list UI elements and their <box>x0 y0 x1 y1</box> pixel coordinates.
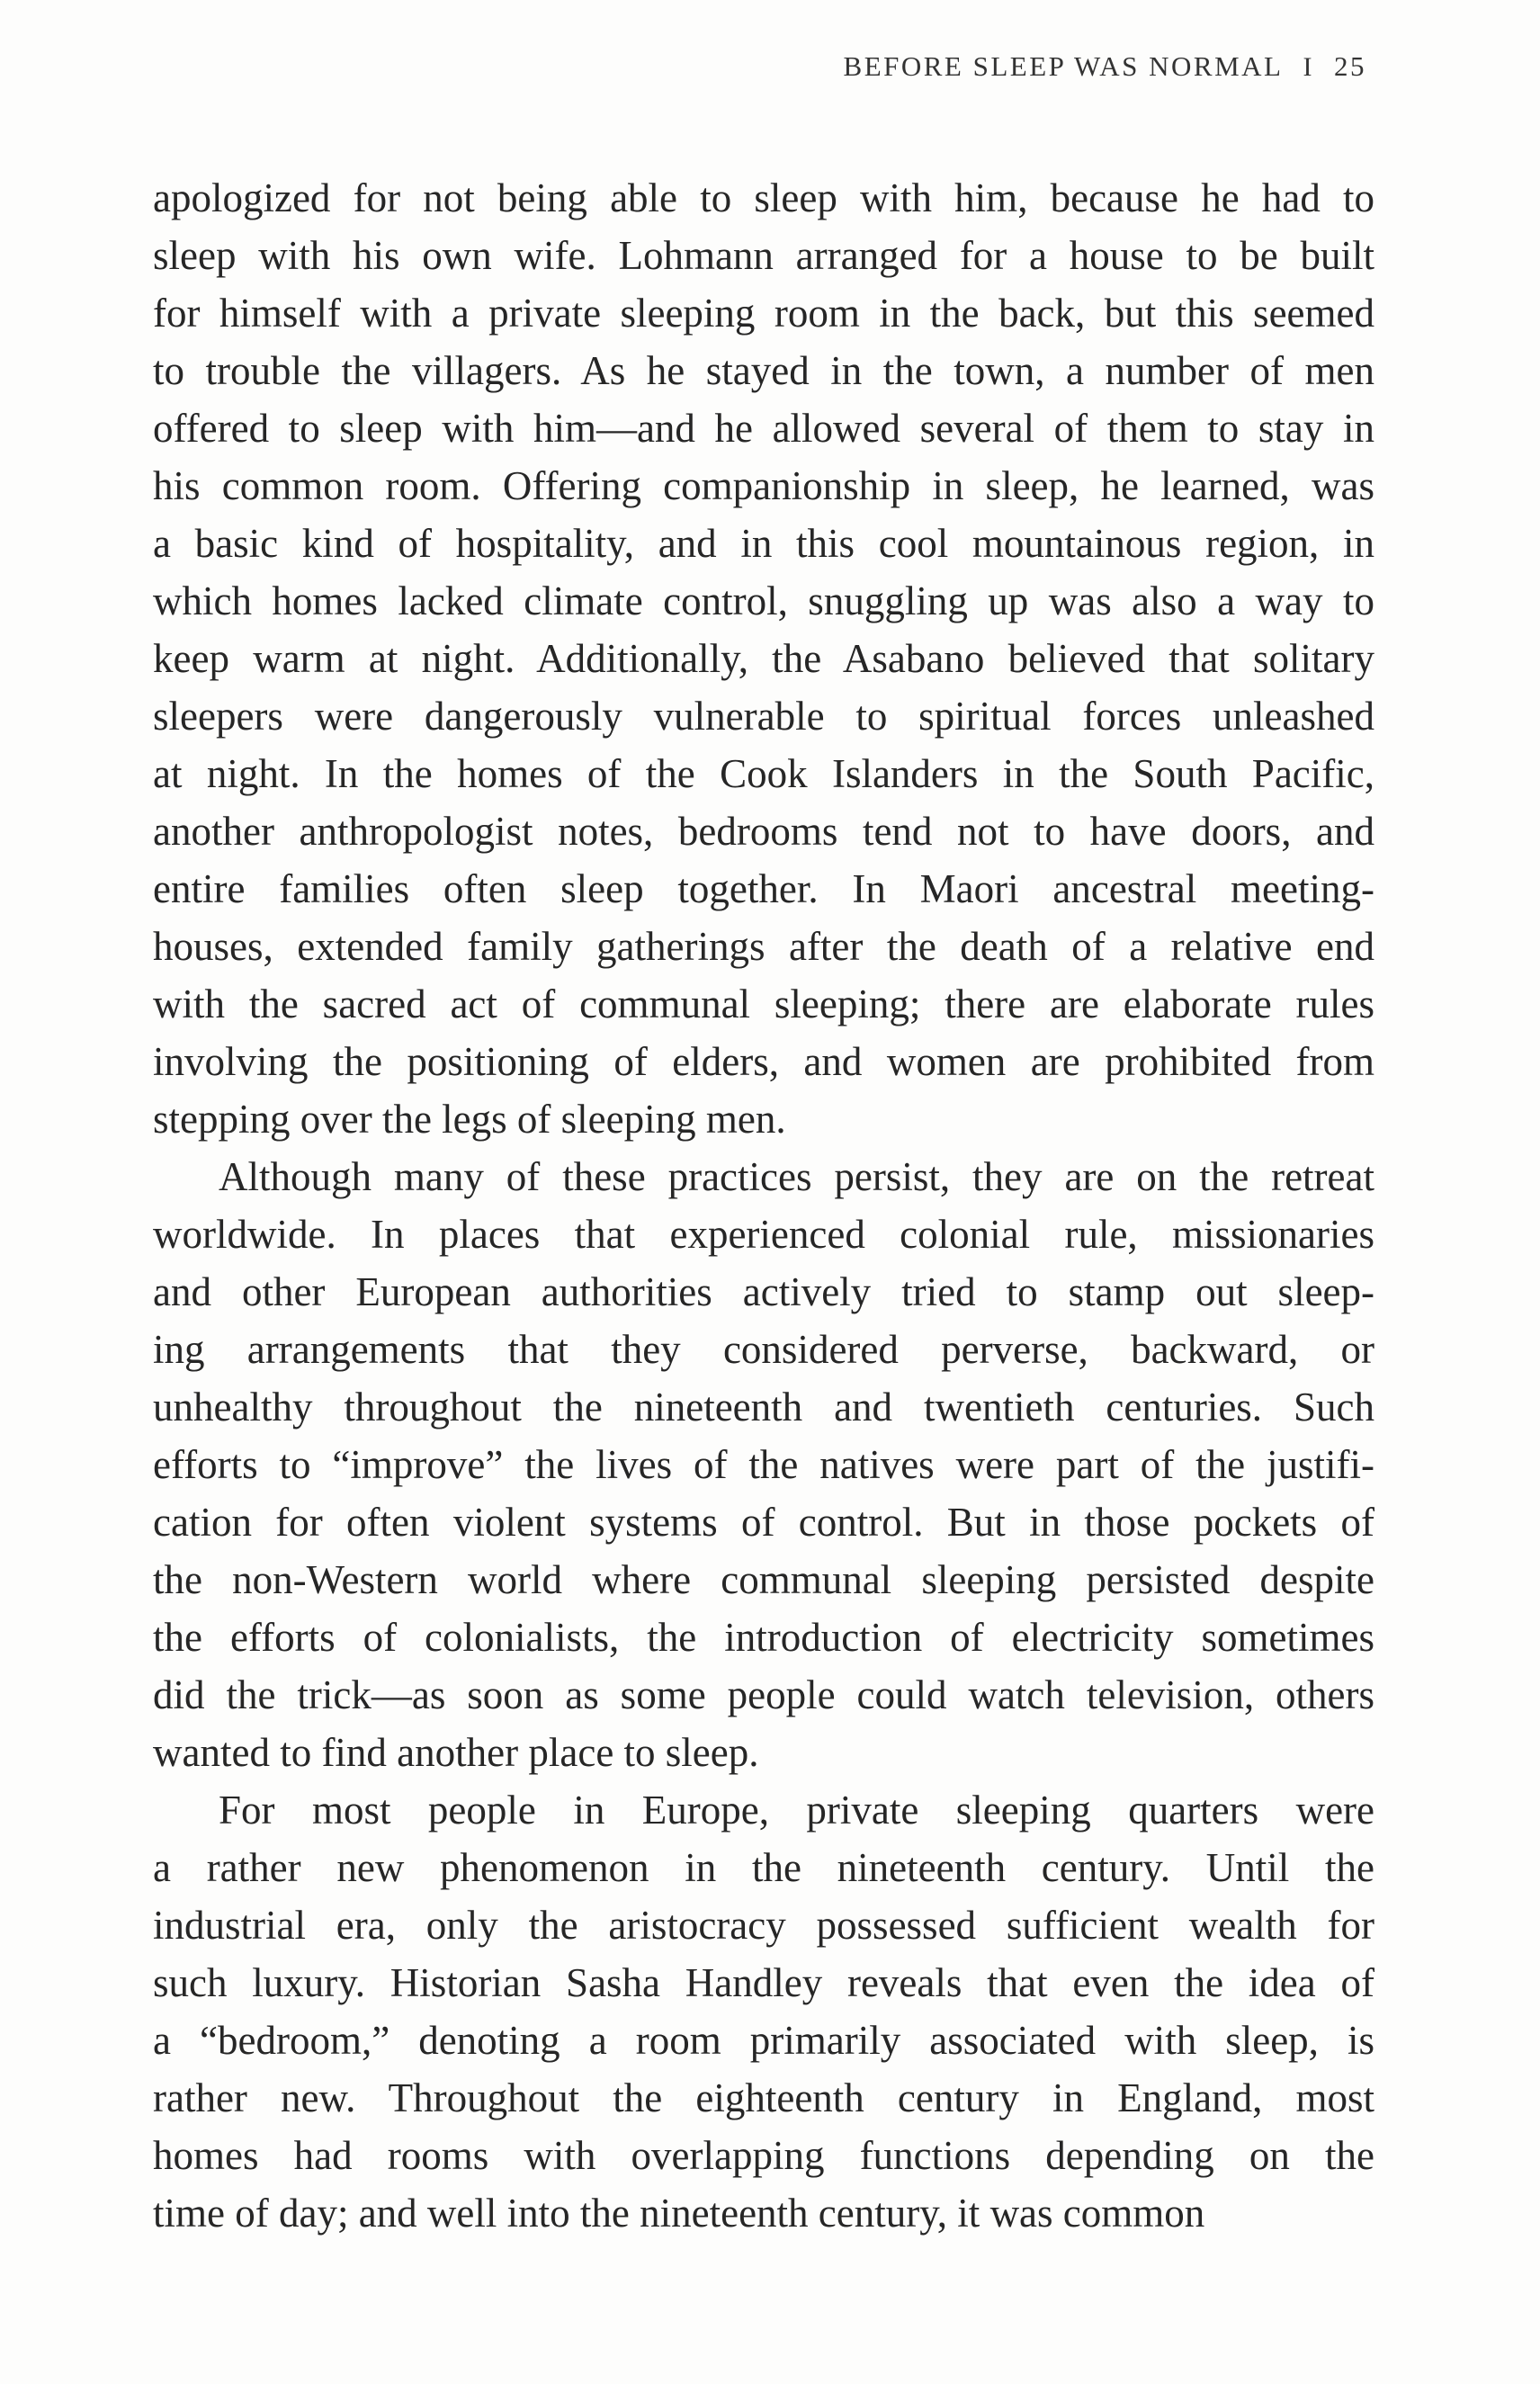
text-line: did the trick—as soon as some people could watch television, others <box>153 1672 1374 1717</box>
running-title: BEFORE SLEEP WAS NORMAL <box>843 50 1284 82</box>
text-line: involving the positioning of elders, and women are prohibited from <box>153 1039 1374 1084</box>
text-line: ing arrangements that they considered perverse, backward, or <box>153 1327 1374 1372</box>
text-line: with the sacred act of communal sleeping; there are elaborate rules <box>153 981 1374 1026</box>
text-line: offered to sleep with him—and he allowed several of them to stay in <box>153 406 1374 451</box>
text-line: his common room. Offering companionship in sleep, he learned, was <box>153 463 1374 508</box>
text-line: entire families often sleep together. In Maori ancestral meeting- <box>153 866 1374 911</box>
text-line: Although many of these practices persist, they are on the retreat <box>219 1154 1374 1199</box>
text-line: which homes lacked climate control, snuggling up was also a way to <box>153 578 1374 623</box>
paragraph <box>153 1148 1374 1781</box>
body-text <box>153 169 1374 2242</box>
text-line: at night. In the homes of the Cook Islanders in the South Pacific, <box>153 751 1374 796</box>
text-line: to trouble the villagers. As he stayed in the town, a number of men <box>153 348 1374 393</box>
text-line: efforts to “improve” the lives of the natives were part of the justifi- <box>153 1442 1374 1487</box>
text-line: another anthropologist notes, bedrooms tend not to have doors, and <box>153 809 1374 854</box>
running-head <box>844 50 1366 83</box>
text-line: rather new. Throughout the eighteenth century in England, most <box>153 2075 1374 2120</box>
text-line: keep warm at night. Additionally, the Asabano believed that solitary <box>153 636 1374 681</box>
text-line: homes had rooms with overlapping functions depending on the <box>153 2133 1374 2178</box>
paragraph <box>153 1781 1374 2242</box>
text-line: and other European authorities actively tried to stamp out sleep- <box>153 1269 1374 1314</box>
text-line: such luxury. Historian Sasha Handley reveals that even the idea of <box>153 1960 1374 2005</box>
text-line: cation for often violent systems of control. But in those pockets of <box>153 1500 1374 1545</box>
text-line: wanted to find another place to sleep. <box>153 1730 759 1775</box>
text-line: a “bedroom,” denoting a room primarily associated with sleep, is <box>153 2018 1374 2063</box>
text-line: sleep with his own wife. Lohmann arranged for a house to be built <box>153 233 1374 278</box>
text-line: the efforts of colonialists, the introduction of electricity sometimes <box>153 1615 1374 1660</box>
paragraph <box>153 169 1374 1148</box>
text-line: stepping over the legs of sleeping men. <box>153 1097 786 1142</box>
text-line: a rather new phenomenon in the nineteenth century. Until the <box>153 1845 1374 1890</box>
text-line: houses, extended family gatherings after the death of a relative end <box>153 924 1374 969</box>
text-line: for himself with a private sleeping room in the back, but this seemed <box>153 291 1374 336</box>
text-line: sleepers were dangerously vulnerable to spiritual forces unleashed <box>153 694 1374 739</box>
text-line: For most people in Europe, private sleeping quarters were <box>219 1788 1374 1833</box>
text-line: unhealthy throughout the nineteenth and twentieth centuries. Such <box>153 1385 1374 1430</box>
text-line: a basic kind of hospitality, and in this cool mountainous region, in <box>153 521 1374 566</box>
text-line: time of day; and well into the nineteenth century, it was common <box>153 2191 1205 2236</box>
header-separator: I <box>1303 52 1314 82</box>
text-line: worldwide. In places that experienced colonial rule, missionaries <box>153 1212 1374 1257</box>
page-number: 25 <box>1334 50 1366 82</box>
text-line: industrial era, only the aristocracy possessed sufficient wealth for <box>153 1903 1374 1948</box>
text-line: the non-Western world where communal sleeping persisted despite <box>153 1557 1374 1602</box>
text-line: apologized for not being able to sleep with him, because he had to <box>153 175 1374 220</box>
